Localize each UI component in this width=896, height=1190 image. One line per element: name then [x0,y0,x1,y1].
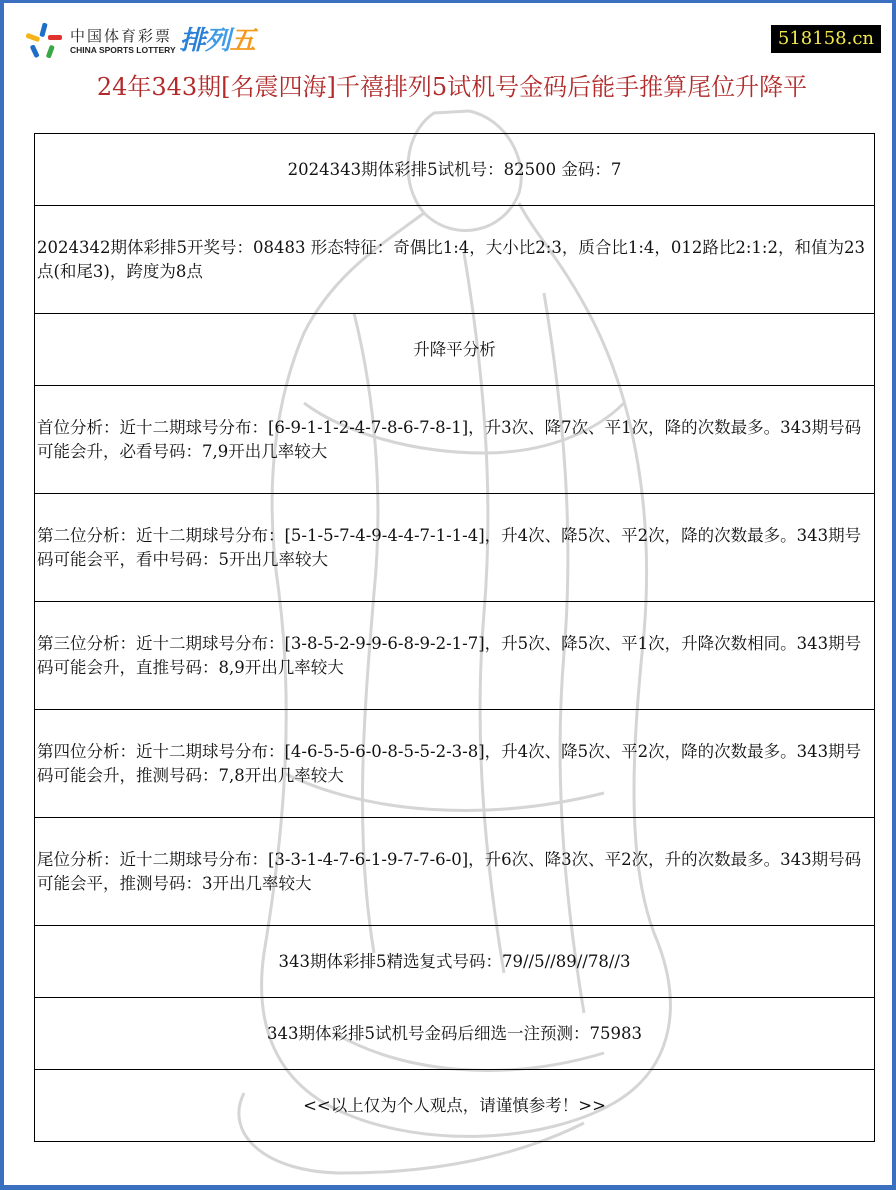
disclaimer-cell: <<以上仅为个人观点，请谨慎参考！>> [35,1070,875,1142]
china-sports-lottery-logo[interactable] [24,21,255,61]
table-row [35,1070,875,1142]
second-position-analysis-cell: 第二位分析：近十二期球号分布：[5-1-5-7-4-9-4-4-7-1-1-4]，升4次、降5次、平2次，降的次数最多。343期号码可能会平，看中号码：5开出几率较大 [35,494,875,602]
page-title: 24年343期[名震四海]千禧排列5试机号金码后能手推算尾位升降平 [96,73,808,101]
analysis-table [34,133,875,1142]
test-number-cell: 2024343期体彩排5试机号：82500 金码：7 [35,134,875,206]
table-row [35,314,875,386]
table-row [35,602,875,710]
table-row [35,998,875,1070]
table-row [35,206,875,314]
last-position-analysis-cell: 尾位分析：近十二期球号分布：[3-3-1-4-7-6-1-9-7-7-6-0]，升6次、降3次、平2次，升的次数最多。343期号码可能会平，推测号码：3开出几率较大 [35,818,875,926]
table-row [35,386,875,494]
site-domain-badge[interactable]: 518158.cn [771,25,881,53]
table-row [35,494,875,602]
lottery-star-icon [24,21,64,61]
section-heading-cell: 升降平分析 [35,314,875,386]
table-row [35,818,875,926]
table-row [35,134,875,206]
compound-numbers-cell: 343期体彩排5精选复式号码：79//5//89//78//3 [35,926,875,998]
fourth-position-analysis-cell: 第四位分析：近十二期球号分布：[4-6-5-5-6-0-8-5-5-2-3-8]，升4次、降5次、平2次，降的次数最多。343期号码可能会升，推测号码：7,8开出几率较大 [35,710,875,818]
table-row [35,710,875,818]
header [8,6,896,68]
third-position-analysis-cell: 第三位分析：近十二期球号分布：[3-8-5-2-9-9-6-8-9-2-1-7]，升5次、降5次、平1次，升降次数相同。343期号码可能会升，直推号码：8,9开出几率较大 [35,602,875,710]
single-prediction-cell: 343期体彩排5试机号金码后细选一注预测：75983 [35,998,875,1070]
logo-english-text: CHINA SPORTS LOTTERY [70,44,176,55]
logo-chinese-text: 中国体育彩票 [70,26,173,45]
table-row [35,926,875,998]
first-position-analysis-cell: 首位分析：近十二期球号分布：[6-9-1-1-2-4-7-8-6-7-8-1]，升3次、降7次、平1次，降的次数最多。343期号码可能会升，必看号码：7,9开出几率较大 [35,386,875,494]
logo-game-name: 排列五 [179,26,255,56]
last-draw-cell: 2024342期体彩排5开奖号：08483 形态特征：奇偶比1:4，大小比2:3，质合比1:4，012路比2:1:2，和值为23点(和尾3)，跨度为8点 [35,206,875,314]
